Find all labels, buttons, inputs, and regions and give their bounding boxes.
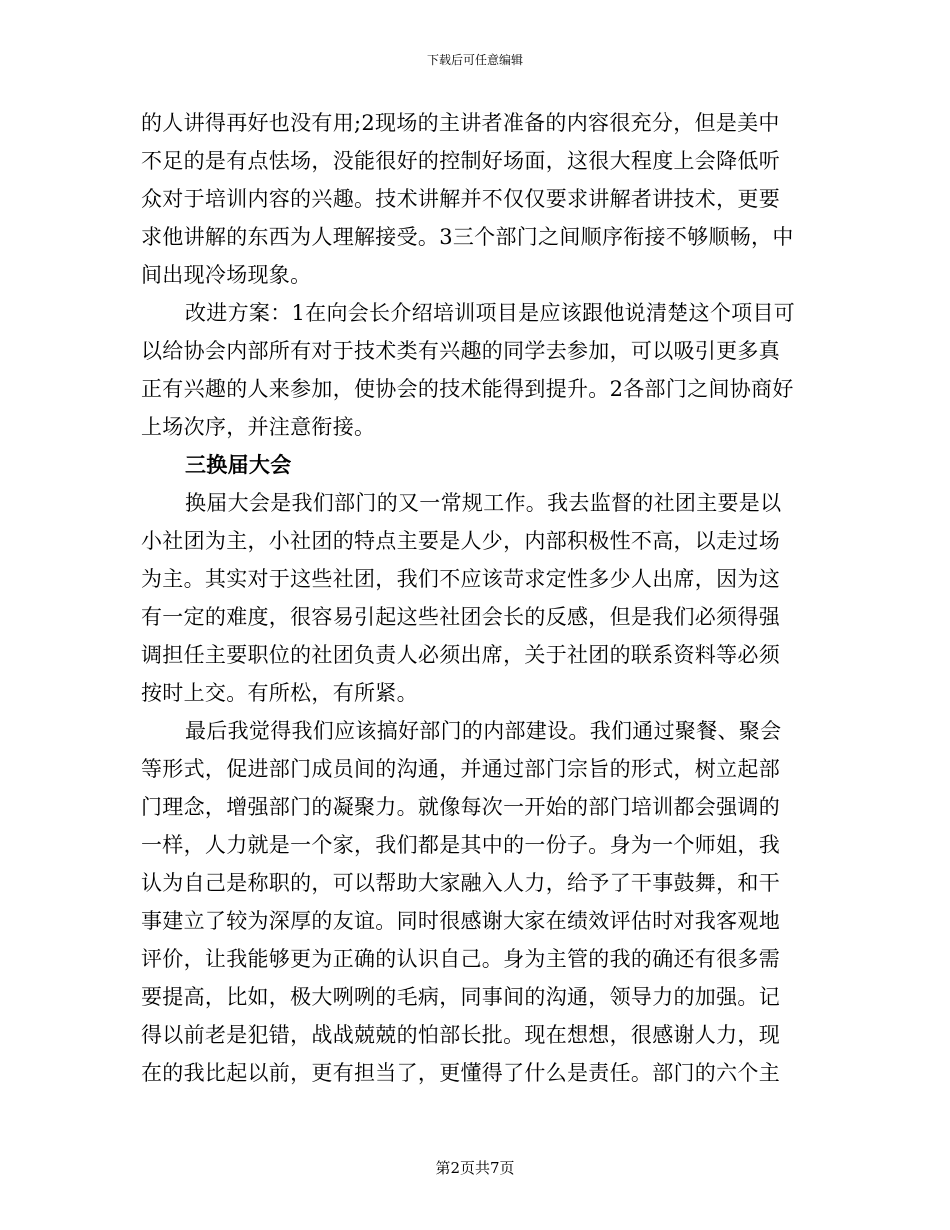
body-line: 改进方案：1在向会长介绍培训项目是应该跟他说清楚这个项目可 xyxy=(185,301,796,325)
body-line: 众对于培训内容的兴趣。技术讲解并不仅仅要求讲解者讲技术，更要 xyxy=(141,187,780,211)
body-line: 事建立了较为深厚的友谊。同时很感谢大家在绩效评估时对我客观地 xyxy=(141,909,780,933)
body-line: 上场次序，并注意衔接。 xyxy=(141,415,376,439)
body-line: 调担任主要职位的社团负责人必须出席，关于社团的联系资料等必须 xyxy=(141,643,780,667)
body-line: 换届大会是我们部门的又一常规工作。我去监督的社团主要是以 xyxy=(185,491,782,515)
page-header-note: 下载后可任意编辑 xyxy=(426,53,523,67)
body-line: 正有兴趣的人来参加，使协会的技术能得到提升。2各部门之间协商好 xyxy=(141,377,794,401)
document-body xyxy=(141,104,821,1092)
body-line: 有一定的难度，很容易引起这些社团会长的反感，但是我们必须得强 xyxy=(141,605,780,629)
section-heading: 三换届大会 xyxy=(185,452,292,477)
body-line: 的人讲得再好也没有用;2现场的主讲者准备的内容很充分，但是美中 xyxy=(141,111,780,135)
body-line: 按时上交。有所松，有所紧。 xyxy=(141,681,418,705)
body-line: 等形式，促进部门成员间的沟通，并通过部门宗旨的形式，树立起部 xyxy=(141,757,780,781)
body-line: 间出现冷场现象。 xyxy=(141,263,312,287)
body-line: 要提高，比如，极大咧咧的毛病，同事间的沟通，领导力的加强。记 xyxy=(141,985,780,1009)
body-line: 小社团为主，小社团的特点主要是人少，内部积极性不高，以走过场 xyxy=(141,529,780,553)
body-line: 为主。其实对于这些社团，我们不应该苛求定性多少人出席，因为这 xyxy=(141,567,780,591)
body-line: 求他讲解的东西为人理解接受。3三个部门之间顺序衔接不够顺畅，中 xyxy=(141,225,794,249)
body-line: 评价，让我能够更为正确的认识自己。身为主管的我的确还有很多需 xyxy=(141,947,780,971)
page-number: 第2页共7页 xyxy=(435,1159,515,1177)
body-line: 得以前老是犯错，战战兢兢的怕部长批。现在想想，很感谢人力，现 xyxy=(141,1023,780,1047)
body-line: 一样，人力就是一个家，我们都是其中的一份子。身为一个师姐，我 xyxy=(141,833,780,857)
body-line: 最后我觉得我们应该搞好部门的内部建设。我们通过聚餐、聚会 xyxy=(185,719,782,743)
body-line: 在的我比起以前，更有担当了，更懂得了什么是责任。部门的六个主 xyxy=(141,1061,780,1085)
body-line: 认为自己是称职的，可以帮助大家融入人力，给予了干事鼓舞，和干 xyxy=(141,871,780,895)
body-line: 以给协会内部所有对于技术类有兴趣的同学去参加，可以吸引更多真 xyxy=(141,339,780,363)
body-line: 不足的是有点怯场，没能很好的控制好场面，这很大程度上会降低听 xyxy=(141,149,780,173)
body-line: 门理念，增强部门的凝聚力。就像每次一开始的部门培训都会强调的 xyxy=(141,795,780,819)
